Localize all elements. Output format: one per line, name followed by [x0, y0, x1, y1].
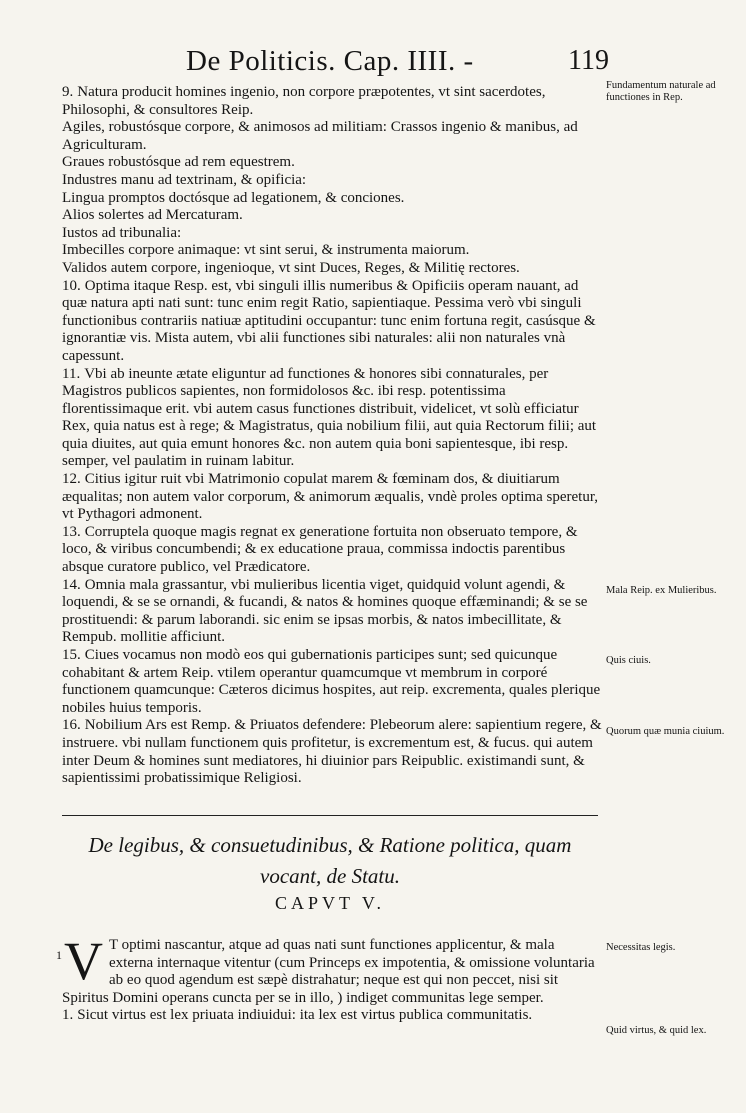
section-divider — [62, 815, 598, 816]
margin-note: Quid virtus, & quid lex. — [606, 1025, 707, 1036]
paragraph-16: 16. Nobilium Ars est Remp. & Priuatos defendere: Plebeorum alere: sapientium regere, & instruere. vbi nullam functionem quis profitetur, is excrementum est, & fucus. qui autem inter Deum & homines sunt mediatores, hi diuinior pars Reipublic. existimandi sunt, & sapientissimi probatissimique Religiosi. — [62, 717, 602, 787]
paragraph-12: 12. Citius igitur ruit vbi Matrimonio copulat marem & fœminam dos, & diuitiarum æqualitas; non autem valor corporum, & animorum æqualis, vndè proles optima speretur, vt Pythagori admonent. — [62, 471, 598, 523]
margin-note: Necessitas legis. — [606, 942, 676, 953]
paragraph: Alios solertes ad Mercaturam. — [62, 207, 243, 224]
paragraph: Iustos ad tribunalia: — [62, 224, 182, 241]
margin-note: Mala Reip. ex Mulieribus. — [606, 585, 717, 596]
paragraph-13: 13. Corruptela quoque magis regnat ex generatione fortuita non obseruato tempore, & loco, & viribus concumbendi; & ex educatione praua, commissa indoctis parentibus absque curatore publico, vel Prædicatore. — [62, 523, 578, 576]
drop-cap: V — [64, 931, 103, 991]
opening-paragraph — [56, 931, 602, 1007]
paragraph-11: 11. Vbi ab ineunte ætate eliguntur ad functiones & honores sibi connaturales, per Magistros publicos sapientes, non formidolosos &c. ibi resp. potentissima florentissimaque erit. vbi autem casus functiones distribuit, videlicet, vt solù efficiatur Rex, quia natus est à rege; & Magistratus, quia nobilium filii, aut quia Rectorum filii; aut quia diuites, aut quia emunt honores &c. non autem quia boni sapientesque, ibi resp. semper, vel paulatim in ruinam labitur. — [62, 365, 597, 470]
paragraph: Imbecilles corpore animaque: vt sint serui, & instrumenta maiorum. — [62, 242, 470, 259]
paragraph-1: 1. Sicut virtus est lex priuata indiuidui: ita lex est virtus publica communitatis. — [62, 1007, 533, 1024]
page-number: 119 — [568, 45, 609, 76]
chapter-text — [56, 931, 602, 1025]
paragraph: Graues robustósque ad rem equestrem. — [62, 154, 295, 171]
paragraph: Agiles, robustósque corpore, & animosos ad militiam: Crassos ingenio & manibus, ad Agriculturam. — [62, 119, 578, 153]
paragraph-14: 14. Omnia mala grassantur, vbi mulieribus licentia viget, quidquid volunt agendi, & loquendi, & se se ornandi, & fucandi, & natos & homines quoque effæminandi; & se se prostituendi: & parum laborandi. sic enim se ipsas morbis, & natos imbecillitate, & Rempub. mollitie afficiunt. — [62, 576, 588, 646]
margin-note: Fundamentum naturale ad functiones in Rep. — [606, 80, 716, 103]
chapter-title: De legibus, & consuetudinibus, & Ratione politica, quam vocant, de Statu. — [88, 833, 572, 888]
running-title: De Politicis. Cap. IIII. - — [186, 45, 474, 77]
paragraph: Lingua promptos doctósque ad legationem, & conciones. — [62, 189, 405, 206]
margin-note: Quorum quæ munia ciuium. — [606, 726, 725, 737]
paragraph: Industres manu ad textrinam, & opificia: — [62, 171, 307, 188]
main-text — [62, 84, 602, 788]
paragraph-10: 10. Optima itaque Resp. est, vbi singuli illis numeribus & Opificiis operam nauant, ad quæ natura apti nati sunt: tunc enim regit Ratio, sapientiaque. Pessima verò vbi singuli functionibus contrariis natiuæ aptitudini occupantur: tunc enim fortuna regit, casúsque & ignorantiæ vis. Mista autem, vbi alii functiones sibi naturales: alii non naturales vnà capessunt. — [62, 277, 596, 364]
opening-text: T optimi nascantur, atque ad quas nati sunt functiones applicentur, & mala externa internaque vitentur (cum Princeps ex impotentia, & omissione voluntaria ab eo quod agendum est sæpè distrahatur; neque est qui non peccet, nisi sit Spiritus Domini operans cuncta per se in illo, ) indiget communitas lege semper. — [62, 937, 595, 1006]
paragraph-9: 9. Natura producit homines ingenio, non corpore præpotentes, vt sint sacerdotes, Philosophi, & consultores Reip. — [62, 84, 546, 118]
page-header — [0, 45, 746, 85]
margin-note: Quis ciuis. — [606, 655, 651, 666]
paragraph-number: 1 — [56, 948, 62, 962]
chapter-heading: CAPVT V. — [274, 893, 386, 913]
paragraph-15: 15. Ciues vocamus non modò eos qui gubernationis participes sunt; sed quicunque cohabitant & artem Reip. vtilem operantur quamcumque vt membrum in corporé functionem quamcunque: Cæteros dicimus hospites, aut reip. excrementa, quales plerique nobiles huius temporis. — [62, 647, 601, 716]
paragraph: Validos autem corpore, ingenioque, vt sint Duces, Reges, & Militię rectores. — [62, 259, 520, 276]
